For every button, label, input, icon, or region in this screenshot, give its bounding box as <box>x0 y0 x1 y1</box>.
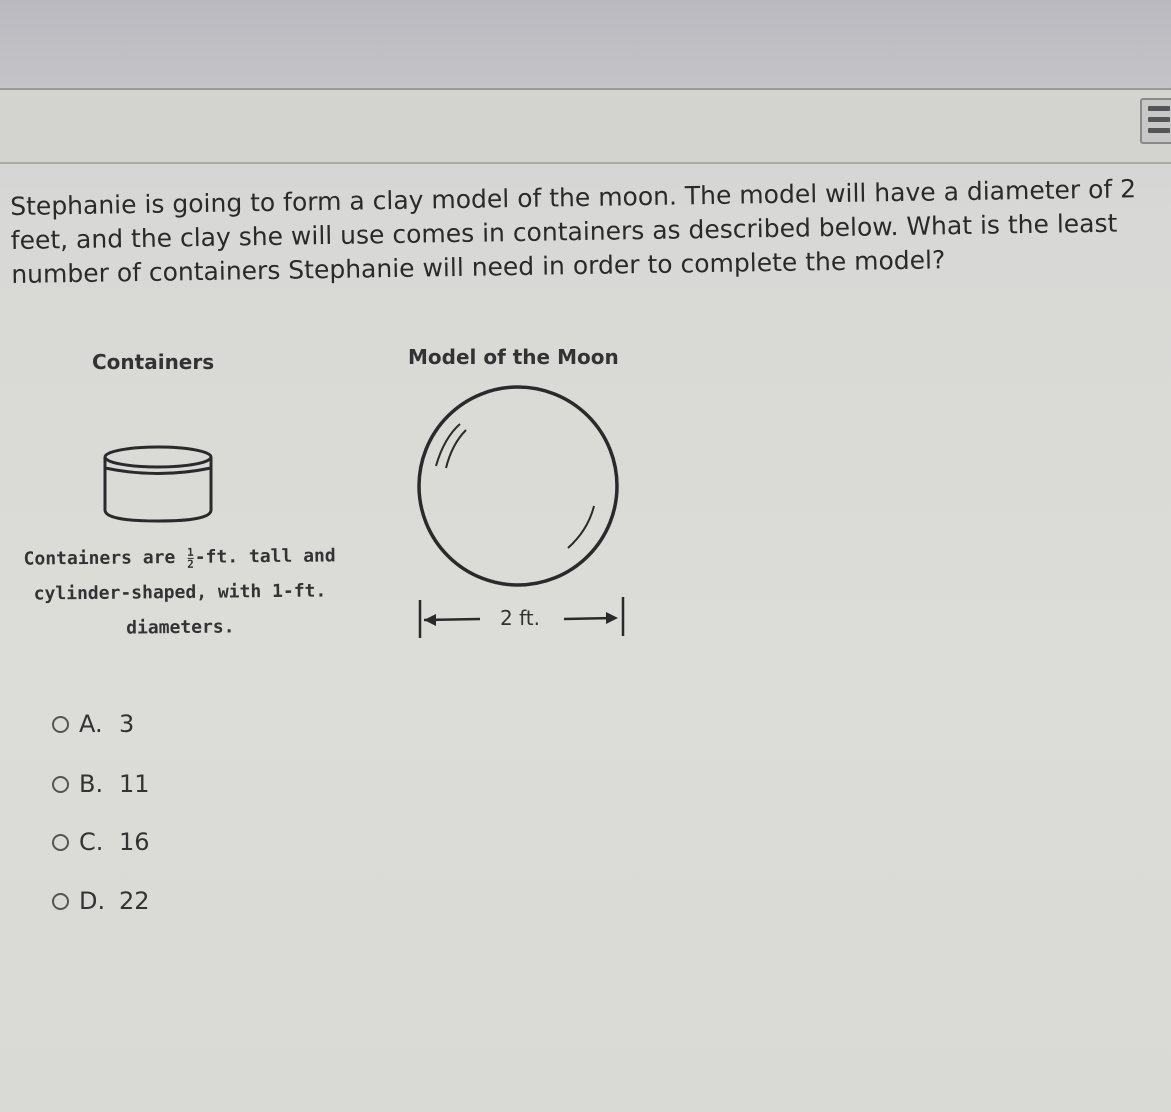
caption-line-2: cylinder-shaped, with 1-ft. <box>33 580 327 605</box>
cylinder-icon <box>105 447 211 521</box>
option-letter: B. <box>79 770 104 798</box>
container-caption <box>19 538 340 646</box>
caption-line-1: Containers are $\frac{1}{2}$ -ft. tall and <box>23 545 336 571</box>
sphere-icon <box>419 387 617 585</box>
option-letter: A. <box>79 710 103 738</box>
option-value: 16 <box>119 828 150 856</box>
option-value: 22 <box>119 887 150 915</box>
option-letter: D. <box>79 887 106 915</box>
question-text: Stephanie is going to form a clay model of the moon. The model will have a diameter of 2 feet, and the clay she will use comes in containers as described below. What is the least number of containers Stephanie will need in order to complete the model? <box>10 174 1137 289</box>
option-letter: C. <box>79 828 104 856</box>
radio-button-icon[interactable] <box>52 834 69 851</box>
option-d[interactable] <box>52 881 150 921</box>
radio-button-icon[interactable] <box>52 776 69 793</box>
option-value: 11 <box>119 770 150 798</box>
caption-line-3: diameters. <box>126 616 235 639</box>
radio-button-icon[interactable] <box>52 716 69 733</box>
one-half-fraction: $\frac{1}{2}$ <box>187 545 194 571</box>
option-value: 3 <box>119 710 135 738</box>
containers-title: Containers <box>92 350 215 374</box>
option-b[interactable] <box>52 764 150 804</box>
option-a[interactable] <box>52 704 134 744</box>
radio-button-icon[interactable] <box>52 893 69 910</box>
dimension-label: 2 ft. <box>500 606 540 630</box>
option-c[interactable] <box>52 822 150 862</box>
moon-model-title: Model of the Moon <box>408 345 619 369</box>
